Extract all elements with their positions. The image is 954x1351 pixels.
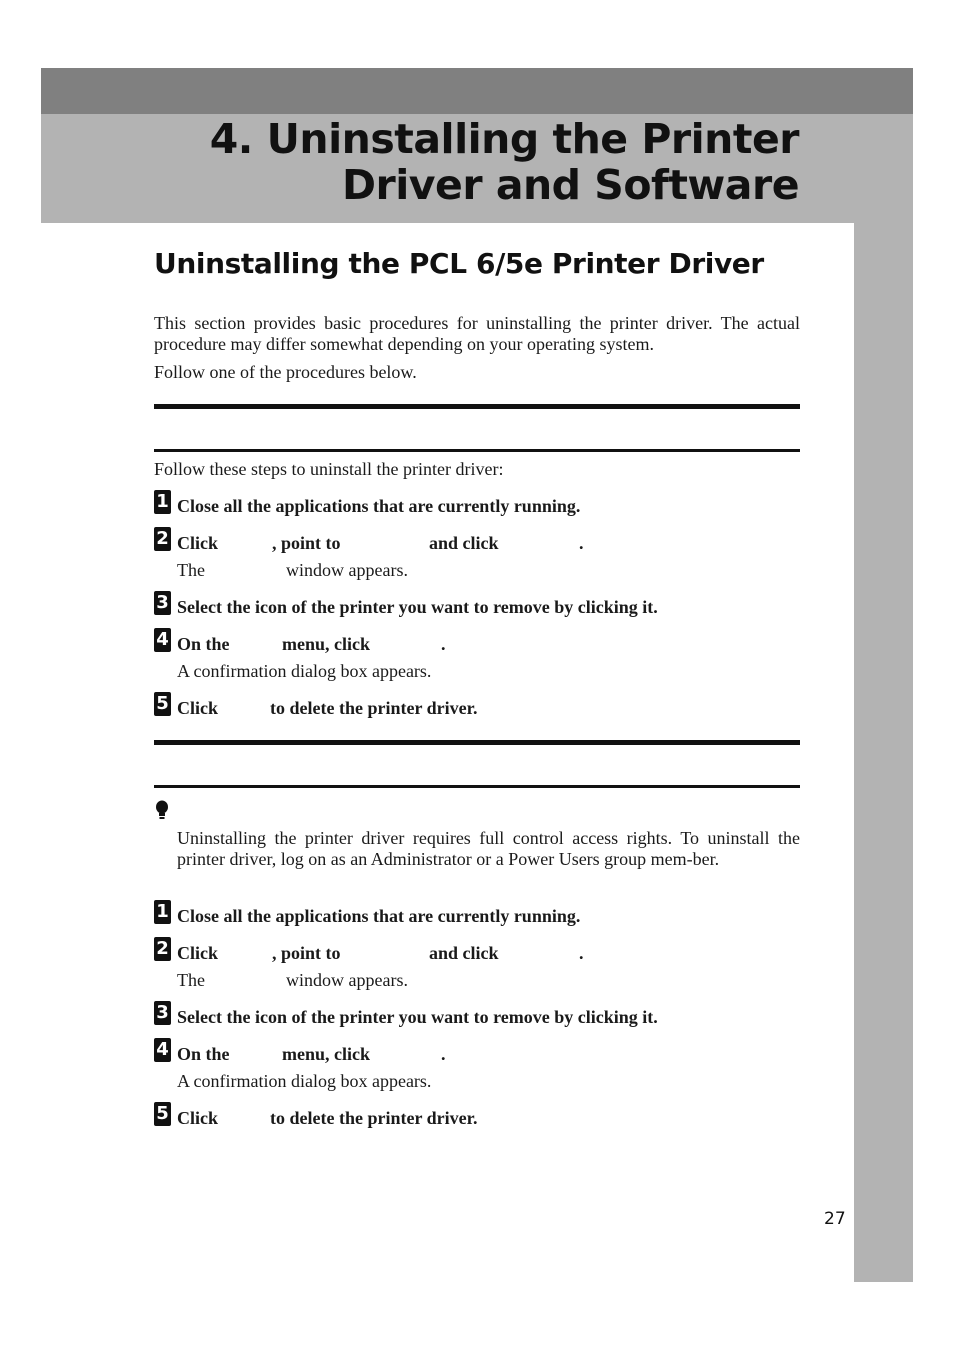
page-number: 27 [824, 1209, 846, 1229]
step-text: Click [177, 1108, 219, 1128]
step-text: menu, click [282, 1044, 370, 1064]
step-text: . [579, 533, 584, 553]
step-text: , point to [272, 943, 341, 963]
step-text: menu, click [282, 634, 370, 654]
procedure-1-rule-top [154, 404, 800, 409]
step-text: . [441, 1044, 446, 1064]
chapter-title [210, 116, 799, 208]
step-result: A confirmation dialog box appears. [177, 1071, 432, 1091]
step-number-icon: 5 [154, 1102, 171, 1126]
step-text: to delete the printer driver. [270, 698, 478, 718]
intro-paragraph: This section provides basic procedures for uninstalling the printer driver. The actual procedure may differ somewhat depending on your operating system. [154, 313, 800, 354]
step-text: . [441, 634, 446, 654]
procedure-1-step-1 [154, 490, 177, 514]
step-text: , point to [272, 533, 341, 553]
step-result: window appears. [286, 970, 408, 990]
step-text: Click [177, 698, 219, 718]
step-text: Close all the applications that are currently running. [177, 906, 581, 926]
side-tab-strip [854, 223, 913, 1282]
step-text: On the [177, 1044, 230, 1064]
step-result: The [177, 560, 205, 580]
procedure-1-step-4 [154, 628, 177, 652]
step-text: to delete the printer driver. [270, 1108, 478, 1128]
step-text: Click [177, 943, 219, 963]
procedure-2-step-1 [154, 900, 177, 924]
step-number-icon: 3 [154, 591, 171, 615]
procedure-2-rule-bottom [154, 785, 800, 788]
procedure-2-step-5 [154, 1102, 177, 1126]
step-text: and click [429, 533, 499, 553]
procedure-1-step-5 [154, 692, 177, 716]
step-text: Click [177, 533, 219, 553]
chapter-title-line-1: 4. Uninstalling the Printer [209, 115, 799, 163]
procedure-1-step-3 [154, 591, 177, 615]
step-text: . [579, 943, 584, 963]
step-text: On the [177, 634, 230, 654]
intro-follow-text: Follow one of the procedures below. [154, 362, 417, 382]
step-number-icon: 2 [154, 937, 171, 961]
note-text: Uninstalling the printer driver requires full control access rights. To uninstall the printer driver, log on as an Administrator or a Power Users group mem-ber. [177, 828, 800, 869]
procedure-1-rule-bottom [154, 449, 800, 452]
step-number-icon: 2 [154, 527, 171, 551]
step-number-icon: 3 [154, 1001, 171, 1025]
step-number-icon: 1 [154, 900, 171, 924]
section-title: Uninstalling the PCL 6/5e Printer Driver [154, 247, 764, 280]
step-text: and click [429, 943, 499, 963]
procedure-2-step-3 [154, 1001, 177, 1025]
step-number-icon: 5 [154, 692, 171, 716]
step-number-icon: 4 [154, 1038, 171, 1062]
procedure-1-lead: Follow these steps to uninstall the printer driver: [154, 459, 504, 479]
step-result: window appears. [286, 560, 408, 580]
step-number-icon: 1 [154, 490, 171, 514]
procedure-2-step-4 [154, 1038, 177, 1062]
step-result: The [177, 970, 205, 990]
step-number-icon: 4 [154, 628, 171, 652]
procedure-2-step-2 [154, 937, 177, 961]
procedure-1-step-2 [154, 527, 177, 551]
step-text: Select the icon of the printer you want to remove by clicking it. [177, 597, 658, 617]
step-result: A confirmation dialog box appears. [177, 661, 432, 681]
chapter-header-band-dark [41, 68, 913, 114]
lightbulb-note-icon [154, 800, 170, 822]
procedure-2-rule-top [154, 740, 800, 745]
chapter-title-line-2: Driver and Software [341, 161, 799, 209]
step-text: Close all the applications that are currently running. [177, 496, 581, 516]
step-text: Select the icon of the printer you want to remove by clicking it. [177, 1007, 658, 1027]
